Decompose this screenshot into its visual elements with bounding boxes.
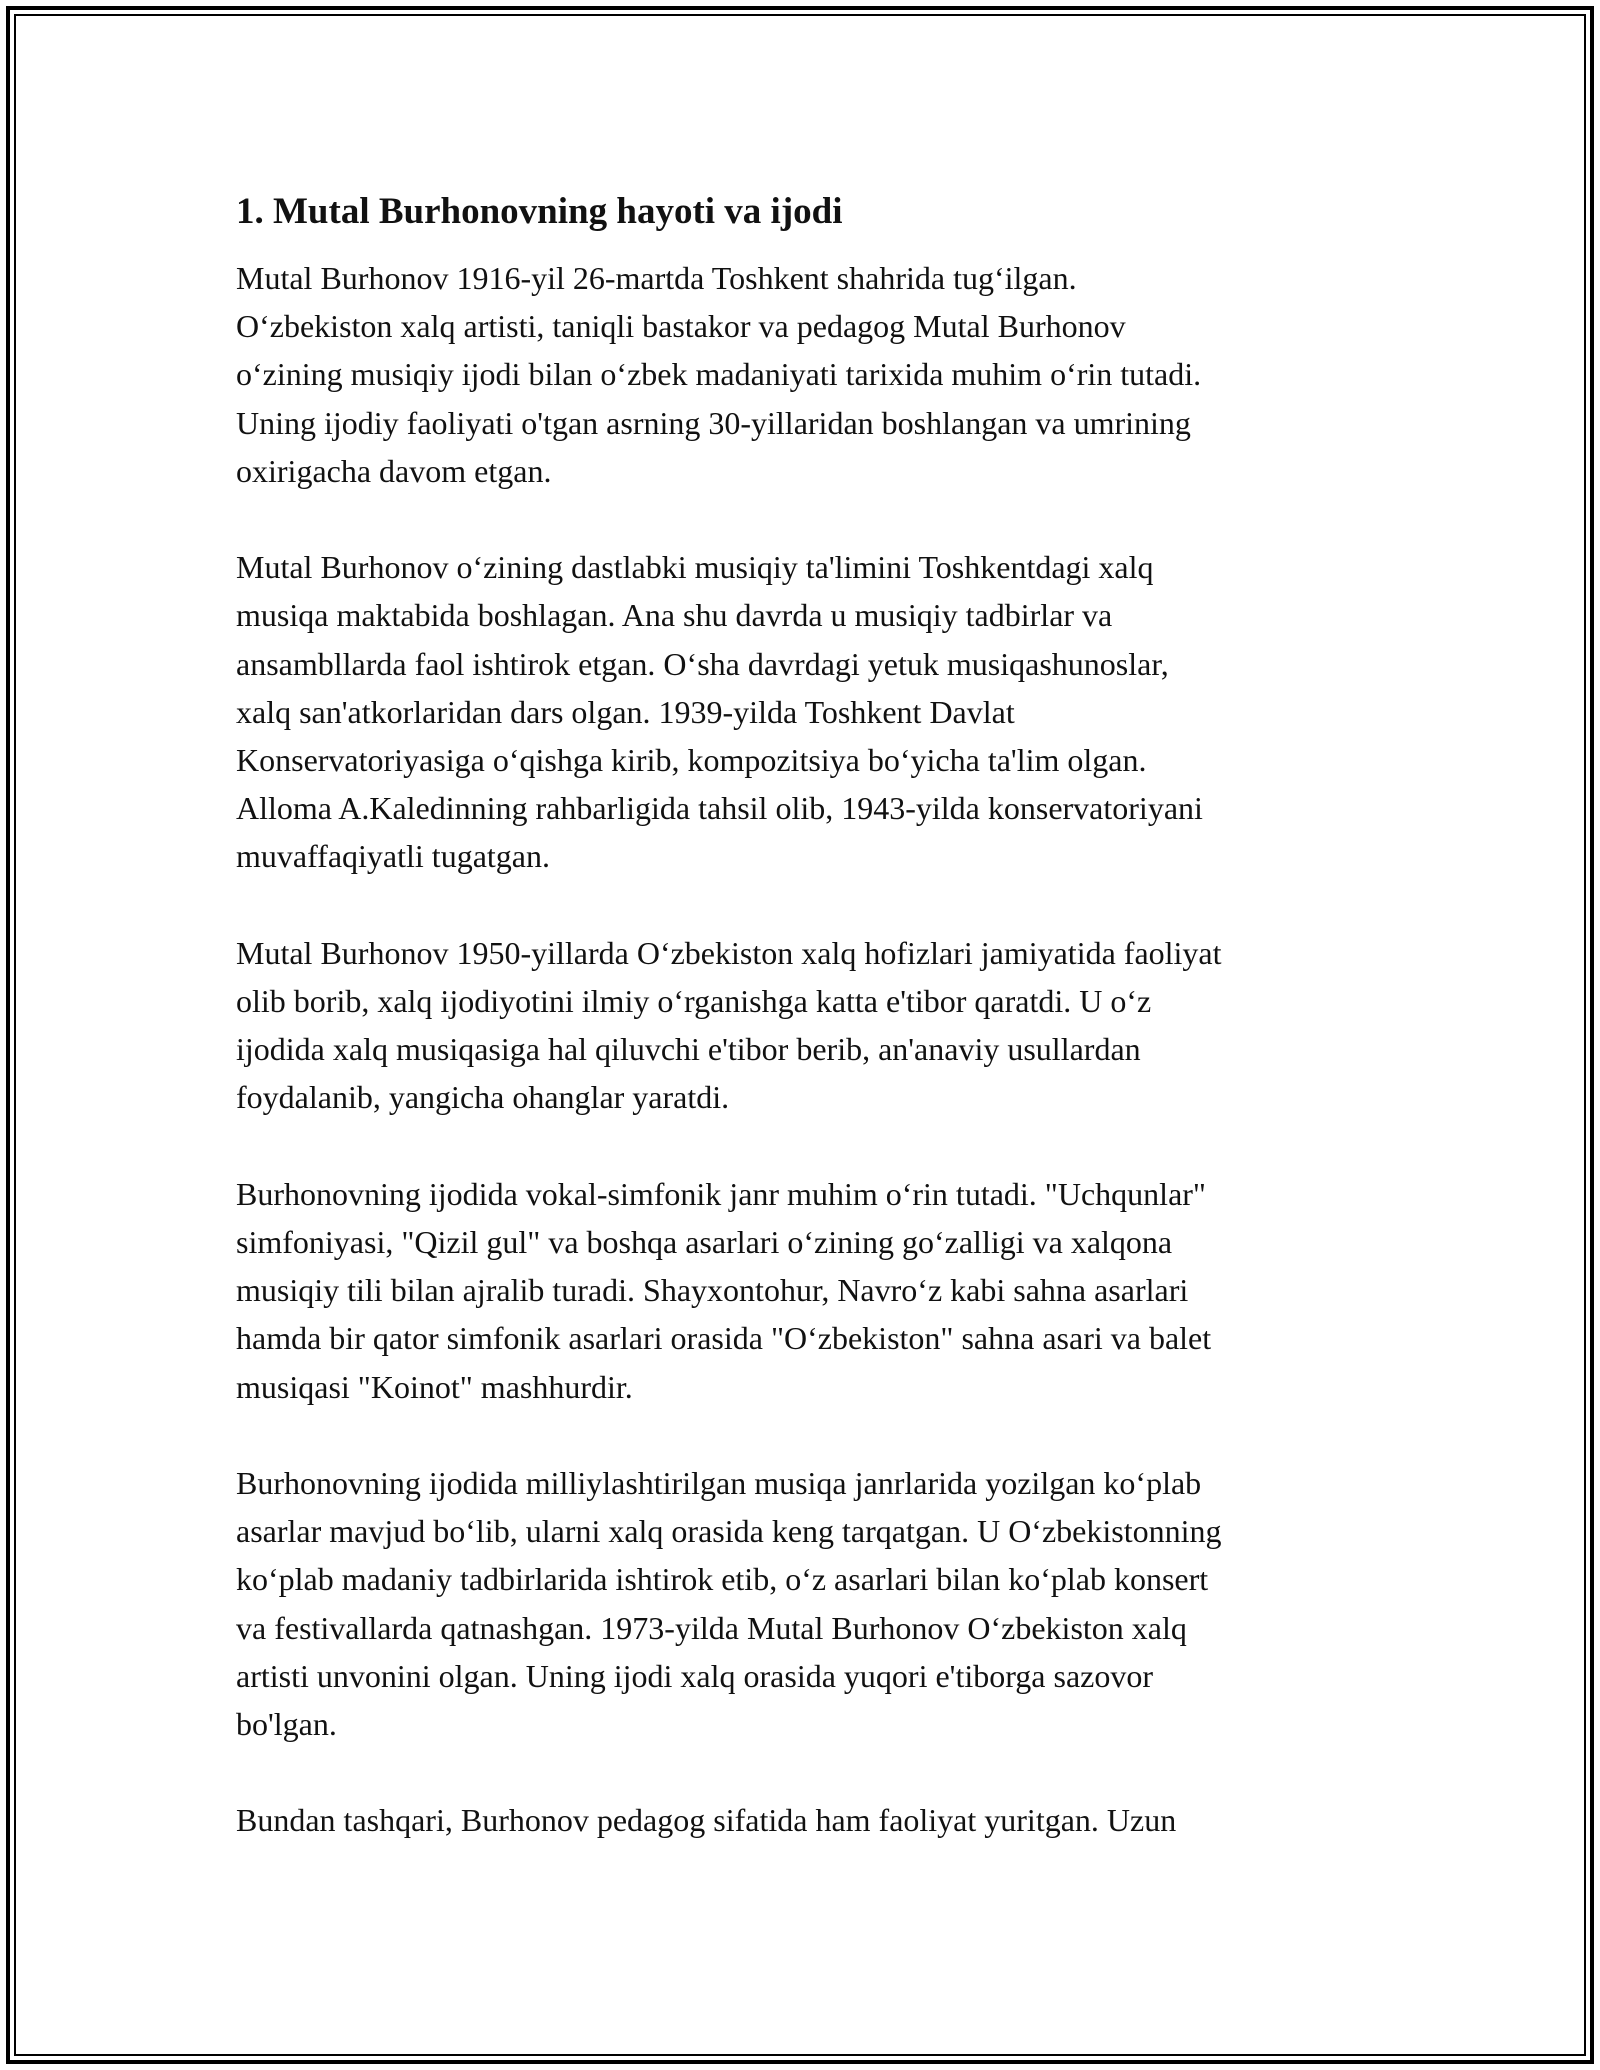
text-line: Burhonovning ijodida vokal-simfonik janr muhim o‘rin tutadi. "Uchqunlar" — [236, 1175, 1206, 1212]
text-line: Mutal Burhonov o‘zining dastlabki musiqiy ta'limini Toshkentdagi xalq — [236, 549, 1154, 586]
paragraph-national-genres — [236, 1459, 1376, 1748]
text-line: ansambllarda faol ishtirok etgan. O‘sha davrdagi yetuk musiqashunoslar, — [236, 645, 1169, 682]
text-line: Uning ijodiy faoliyati o'tgan asrning 30-yillaridan boshlangan va umrining — [236, 404, 1191, 441]
text-line: Burhonovning ijodida milliylashtirilgan musiqa janrlarida yozilgan ko‘plab — [236, 1465, 1202, 1502]
text-line: foydalanib, yangicha ohanglar yaratdi. — [236, 1079, 730, 1116]
text-line: xalq san'atkorlaridan dars olgan. 1939-yilda Toshkent Davlat — [236, 693, 1015, 730]
text-line: o‘zining musiqiy ijodi bilan o‘zbek madaniyati tarixida muhim o‘rin tutadi. — [236, 356, 1202, 393]
text-line: bo'lgan. — [236, 1706, 337, 1743]
text-line: musiqiy tili bilan ajralib turadi. Shayxontohur, Navro‘z kabi sahna asarlari — [236, 1272, 1189, 1309]
text-line: ko‘plab madaniy tadbirlarida ishtirok etib, o‘z asarlari bilan ko‘plab konsert — [236, 1561, 1209, 1598]
paragraph-birth — [236, 254, 1376, 495]
section-title: 1. Mutal Burhonovning hayoti va ijodi — [236, 191, 843, 232]
text-line: simfoniyasi, "Qizil gul" va boshqa asarlari o‘zining go‘zalligi va xalqona — [236, 1224, 1173, 1261]
document-body — [236, 186, 1376, 1893]
text-line: Mutal Burhonov 1916-yil 26-martda Toshkent shahrida tug‘ilgan. — [236, 260, 1077, 296]
paragraph-career-1950s — [236, 929, 1376, 1122]
text-line: Bundan tashqari, Burhonov pedagog sifatida ham faoliyat yuritgan. Uzun — [236, 1802, 1177, 1839]
paragraph-pedagogy — [236, 1796, 1376, 1844]
text-line: va festivallarda qatnashgan. 1973-yilda Mutal Burhonov O‘zbekiston xalq — [236, 1609, 1187, 1646]
text-line: ijodida xalq musiqasiga hal qiluvchi e'tibor berib, an'anaviy usullardan — [236, 1031, 1141, 1068]
text-line: muvaffaqiyatli tugatgan. — [236, 838, 550, 875]
text-line: Konservatoriyasiga o‘qishga kirib, kompozitsiya bo‘yicha ta'lim olgan. — [236, 742, 1147, 779]
text-line: hamda bir qator simfonik asarlari orasida "O‘zbekiston" sahna asari va balet — [236, 1320, 1212, 1357]
paragraph-vocal-symphonic — [236, 1170, 1376, 1411]
text-line: artisti unvonini olgan. Uning ijodi xalq orasida yuqori e'tiborga sazovor — [236, 1657, 1154, 1694]
paragraph-education — [236, 543, 1376, 880]
text-line: O‘zbekiston xalq artisti, taniqli bastakor va pedagog Mutal Burhonov — [236, 308, 1126, 345]
text-line: asarlar mavjud bo‘lib, ularni xalq orasida keng tarqatgan. U O‘zbekistonning — [236, 1513, 1222, 1550]
text-line: Alloma A.Kaledinning rahbarligida tahsil olib, 1943-yilda konservatoriyani — [236, 790, 1203, 827]
text-line: musiqasi "Koinot" mashhurdir. — [236, 1368, 633, 1405]
text-line: musiqa maktabida boshlagan. Ana shu davrda u musiqiy tadbirlar va — [236, 597, 1113, 634]
text-line: olib borib, xalq ijodiyotini ilmiy o‘rganishga katta e'tibor qaratdi. U o‘z — [236, 983, 1152, 1020]
text-line: oxirigacha davom etgan. — [236, 452, 552, 489]
text-line: Mutal Burhonov 1950-yillarda O‘zbekiston xalq hofizlari jamiyatida faoliyat — [236, 934, 1222, 971]
